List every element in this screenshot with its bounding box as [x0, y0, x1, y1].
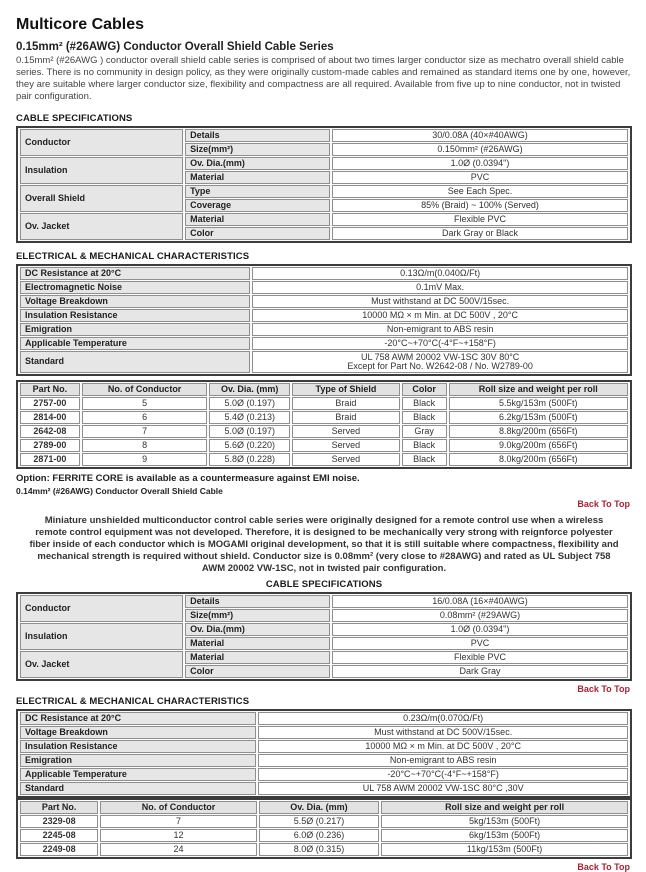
em-label-cell: DC Resistance at 20°C	[20, 712, 256, 725]
table-header-row	[20, 383, 628, 396]
table-row	[20, 651, 628, 664]
spec-group-cell: Ov. Jacket	[20, 651, 183, 678]
table-row	[20, 829, 628, 842]
em-value-cell: 10000 MΩ × m Min. at DC 500V , 20°C	[252, 309, 628, 322]
part-cell: 5	[82, 397, 208, 410]
em-label-cell: Standard	[20, 782, 256, 795]
electrical-characteristics-table	[16, 709, 632, 798]
spec-label-cell: Color	[185, 665, 330, 678]
unshielded-series-description: Miniature unshielded multiconductor control cable series were originally designed for a remote control use when a wireless remote control equipment was not developed. Therefore, it is designed to be mechanically very strong with reignforce polyester fiber inside of each conductor which is MOGAMI original development, so that it is still suitable where compactness, flexibility and mechanical strength is required without shield. Conductor size is 0.08mm² (very close to #28AWG) and rated as UL Subject 758 AWM 20002 VW-1SC, not in twisted pair configuration.	[29, 514, 619, 574]
cable-specifications-table	[16, 126, 632, 243]
part-cell: Served	[292, 453, 400, 466]
spec-group-cell: Overall Shield	[20, 185, 183, 212]
spec-value-cell: 16/0.08A (16×#40AWG)	[332, 595, 628, 608]
parts-table	[16, 380, 632, 469]
spec-value-cell: Flexible PVC	[332, 651, 628, 664]
ferrite-option-note: Option: FERRITE CORE is available as a countermeasure against EMI noise.	[16, 472, 360, 484]
part-cell: Served	[292, 425, 400, 438]
spec-label-cell: Color	[185, 227, 330, 240]
spec-value-cell: PVC	[332, 637, 628, 650]
spec-value-cell: Dark Gray	[332, 665, 628, 678]
table-row	[20, 623, 628, 636]
electrical-characteristics-table	[16, 264, 632, 376]
electrical-characteristics-heading: ELECTRICAL & MECHANICAL CHARACTERISTICS	[16, 696, 250, 708]
part-cell: 5.5Ø (0.217)	[259, 815, 379, 828]
em-value-cell: UL 758 AWM 20002 VW-1SC 80°C ,30V	[258, 782, 628, 795]
table-row	[20, 754, 628, 767]
electrical-characteristics-heading: ELECTRICAL & MECHANICAL CHARACTERISTICS	[16, 250, 250, 262]
cable-specifications-heading: CABLE SPECIFICATIONS	[265, 579, 383, 591]
spec-label-cell: Size(mm²)	[185, 609, 330, 622]
part-no-cell: 2329-08	[20, 815, 98, 828]
table-row	[20, 425, 628, 438]
column-header: Type of Shield	[292, 383, 400, 396]
em-label-cell: Insulation Resistance	[20, 740, 256, 753]
part-no-cell: 2245-08	[20, 829, 98, 842]
part-cell: 8.8kg/200m (656Ft)	[449, 425, 628, 438]
spec-value-cell: 30/0.08A (40×#40AWG)	[332, 129, 628, 142]
table-row	[20, 712, 628, 725]
spec-label-cell: Coverage	[185, 199, 330, 212]
em-label-cell: DC Resistance at 20°C	[20, 267, 250, 280]
em-label-cell: Applicable Temperature	[20, 768, 256, 781]
spec-value-cell: 85% (Braid) ~ 100% (Served)	[332, 199, 628, 212]
spec-label-cell: Material	[185, 213, 330, 226]
spec-value-cell: 0.08mm² (#29AWG)	[332, 609, 628, 622]
cable-sub-note: 0.14mm² (#26AWG) Conductor Overall Shield Cable	[16, 485, 223, 496]
spec-label-cell: Details	[185, 595, 330, 608]
spec-group-cell: Insulation	[20, 157, 183, 184]
part-cell: Black	[402, 397, 447, 410]
table-row	[20, 267, 628, 280]
part-cell: Black	[402, 411, 447, 424]
table-row	[20, 768, 628, 781]
table-row	[20, 453, 628, 466]
part-cell: 8.0kg/200m (656Ft)	[449, 453, 628, 466]
table-row	[20, 185, 628, 198]
table-row	[20, 351, 628, 373]
part-cell: 5kg/153m (500Ft)	[381, 815, 628, 828]
em-value-cell: 0.1mV Max.	[252, 281, 628, 294]
spec-label-cell: Ov. Dia.(mm)	[185, 623, 330, 636]
table-row	[20, 439, 628, 452]
spec-group-cell: Conductor	[20, 129, 183, 156]
em-value-cell: -20°C~+70°C(-4°F~+158°F)	[252, 337, 628, 350]
part-cell: Braid	[292, 411, 400, 424]
spec-label-cell: Type	[185, 185, 330, 198]
part-cell: 5.6Ø (0.220)	[209, 439, 290, 452]
part-no-cell: 2814-00	[20, 411, 80, 424]
spec-group-cell: Insulation	[20, 623, 183, 650]
em-value-cell: -20°C~+70°C(-4°F~+158°F)	[258, 768, 628, 781]
em-label-cell: Applicable Temperature	[20, 337, 250, 350]
em-label-cell: Electromagnetic Noise	[20, 281, 250, 294]
part-no-cell: 2642-08	[20, 425, 80, 438]
part-no-cell: 2249-08	[20, 843, 98, 856]
part-no-cell: 2789-00	[20, 439, 80, 452]
em-label-cell: Voltage Breakdown	[20, 726, 256, 739]
em-label-cell: Voltage Breakdown	[20, 295, 250, 308]
table-row	[20, 213, 628, 226]
em-value-cell: 10000 MΩ × m Min. at DC 500V , 20°C	[258, 740, 628, 753]
table-row	[20, 397, 628, 410]
em-label-cell: Emigration	[20, 754, 256, 767]
table-row	[20, 157, 628, 170]
part-cell: Black	[402, 453, 447, 466]
part-cell: 6	[82, 411, 208, 424]
spec-value-cell: 0.150mm² (#26AWG)	[332, 143, 628, 156]
part-cell: 7	[82, 425, 208, 438]
table-row	[20, 782, 628, 795]
spec-value-cell: PVC	[332, 171, 628, 184]
spec-label-cell: Material	[185, 171, 330, 184]
cable-specifications-heading: CABLE SPECIFICATIONS	[16, 112, 133, 124]
part-cell: 7	[100, 815, 257, 828]
part-cell: 5.4Ø (0.213)	[209, 411, 290, 424]
spec-value-cell: 1.0Ø (0.0394")	[332, 157, 628, 170]
column-header: Part No.	[20, 801, 98, 814]
part-no-cell: 2871-00	[20, 453, 80, 466]
column-header: Ov. Dia. (mm)	[209, 383, 290, 396]
part-cell: 24	[100, 843, 257, 856]
spec-label-cell: Material	[185, 637, 330, 650]
table-row	[20, 337, 628, 350]
back-to-top-link[interactable]: Back To Top	[577, 862, 630, 872]
table-header-row	[20, 801, 628, 814]
standard-line-2: Except for Part No. W2642-08 / No. W2789-00	[347, 360, 533, 371]
em-label-cell: Insulation Resistance	[20, 309, 250, 322]
spec-value-cell: Flexible PVC	[332, 213, 628, 226]
em-value-cell: 0.13Ω/m(0.040Ω/Ft)	[252, 267, 628, 280]
spec-label-cell: Ov. Dia.(mm)	[185, 157, 330, 170]
table-row	[20, 281, 628, 294]
part-cell: 8.0Ø (0.315)	[259, 843, 379, 856]
back-to-top-link[interactable]: Back To Top	[577, 684, 630, 695]
spec-group-cell: Ov. Jacket	[20, 213, 183, 240]
table-row	[20, 815, 628, 828]
series-subtitle: 0.15mm² (#26AWG) Conductor Overall Shield Cable Series	[16, 41, 334, 53]
em-label-cell: Standard	[20, 351, 250, 373]
spec-value-cell: 1.0Ø (0.0394")	[332, 623, 628, 636]
table-row	[20, 411, 628, 424]
table-row	[20, 843, 628, 856]
column-header: Roll size and weight per roll	[381, 801, 628, 814]
table-row	[20, 129, 628, 142]
em-value-cell: Must withstand at DC 500V/15sec.	[258, 726, 628, 739]
part-cell: Gray	[402, 425, 447, 438]
part-cell: Braid	[292, 397, 400, 410]
table-row	[20, 323, 628, 336]
column-header: No. of Conductor	[82, 383, 208, 396]
part-cell: 5.8Ø (0.228)	[209, 453, 290, 466]
spec-label-cell: Size(mm²)	[185, 143, 330, 156]
em-standard-cell	[252, 351, 628, 373]
em-value-cell: 0.23Ω/m(0.070Ω/Ft)	[258, 712, 628, 725]
table-row	[20, 595, 628, 608]
part-cell: 5.0Ø (0.197)	[209, 425, 290, 438]
spec-value-cell: See Each Spec.	[332, 185, 628, 198]
column-header: Color	[402, 383, 447, 396]
part-cell: 9	[82, 453, 208, 466]
part-cell: Black	[402, 439, 447, 452]
part-no-cell: 2757-00	[20, 397, 80, 410]
table-row	[20, 740, 628, 753]
column-header: Part No.	[20, 383, 80, 396]
series-description: 0.15mm² (#26AWG ) conductor overall shield cable series is comprised of about two times larger conductor size as mechatro overall shield cable series. There is no community in design policy, as they were originally custom-made cables and remained as standard items one by one, however, they are suitable where larger conductor size, flexibility and compactness are all required. Available from five up to nine conductor, not in twisted pair configuration.	[16, 55, 631, 103]
part-cell: 5.0Ø (0.197)	[209, 397, 290, 410]
em-value-cell: Must withstand at DC 500V/15sec.	[252, 295, 628, 308]
table-row	[20, 726, 628, 739]
part-cell: 6.2kg/153m (500Ft)	[449, 411, 628, 424]
spec-label-cell: Details	[185, 129, 330, 142]
standard-line-1: UL 758 AWM 20002 VW-1SC 30V 80°C	[360, 351, 520, 362]
part-cell: 12	[100, 829, 257, 842]
table-row	[20, 309, 628, 322]
column-header: Roll size and weight per roll	[449, 383, 628, 396]
spec-value-cell: Dark Gray or Black	[332, 227, 628, 240]
parts-table	[16, 798, 632, 859]
part-cell: 6.0Ø (0.236)	[259, 829, 379, 842]
part-cell: 8	[82, 439, 208, 452]
table-row	[20, 295, 628, 308]
back-to-top-link[interactable]: Back To Top	[577, 498, 630, 509]
em-value-cell: Non-emigrant to ABS resin	[252, 323, 628, 336]
part-cell: Served	[292, 439, 400, 452]
spec-label-cell: Material	[185, 651, 330, 664]
column-header: No. of Conductor	[100, 801, 257, 814]
part-cell: 11kg/153m (500Ft)	[381, 843, 628, 856]
cable-specifications-table	[16, 592, 632, 681]
page-title: Multicore Cables	[16, 16, 145, 33]
em-label-cell: Emigration	[20, 323, 250, 336]
spec-group-cell: Conductor	[20, 595, 183, 622]
part-cell: 6kg/153m (500Ft)	[381, 829, 628, 842]
part-cell: 5.5kg/153m (500Ft)	[449, 397, 628, 410]
part-cell: 9.0kg/200m (656Ft)	[449, 439, 628, 452]
em-value-cell: Non-emigrant to ABS resin	[258, 754, 628, 767]
column-header: Ov. Dia. (mm)	[259, 801, 379, 814]
